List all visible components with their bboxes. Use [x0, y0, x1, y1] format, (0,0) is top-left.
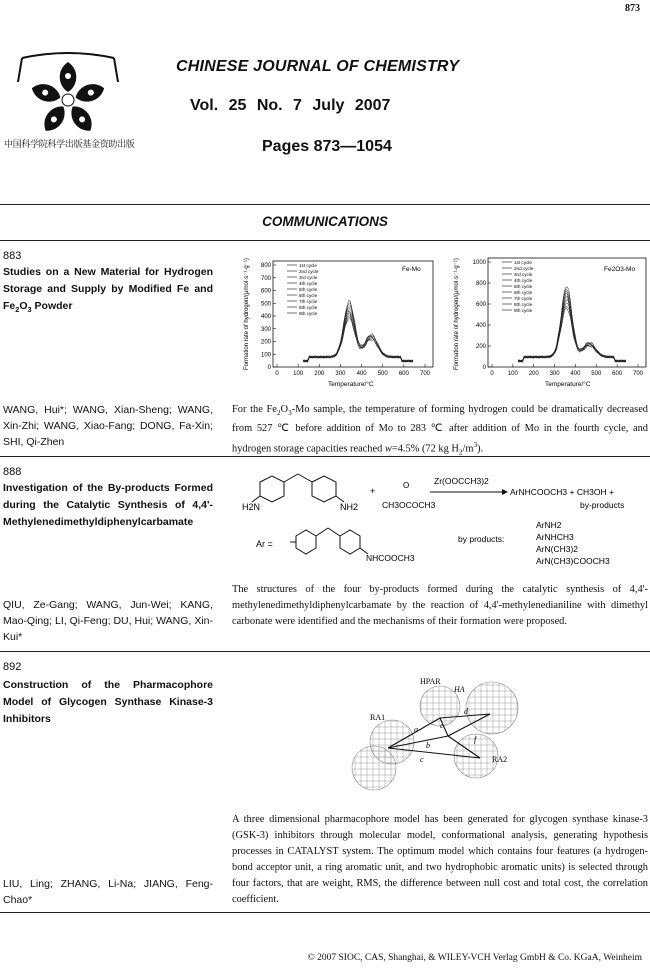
- y-tick-label: 200: [475, 344, 486, 350]
- y-tick-label: 400: [475, 323, 486, 329]
- page-number: 873: [625, 3, 640, 14]
- catalyst-label: Zr(OOCCH3)2: [434, 476, 489, 486]
- y-tick-label: 600: [475, 302, 486, 308]
- sphere-center: [352, 746, 396, 790]
- series-cycle-4: [303, 311, 413, 362]
- x-tick-label: 400: [356, 371, 367, 377]
- legend-entry: 2nd cycle: [514, 266, 534, 271]
- series-cycle-7: [303, 306, 413, 363]
- legend-entry: 7th cycle: [299, 299, 318, 304]
- series-cycle-5: [518, 296, 626, 362]
- legend-entry: 4th cycle: [514, 278, 533, 283]
- article-3-abstract: A three dimensional pharmacophore model has been generated for glycogen synthase kinase-3 (GSK-3) inhibitors through molecular model, conformational analysis, generating hypothesis processes in CATALYST system. The optimum model which contains four features (a hydrogen-bond acceptor unit, a ring aromatic unit, and two hydrophobic aromatic units) is selected through four factors, that are weight, RMS, the difference between null cost and total cost, the correlation coefficient.: [232, 814, 648, 905]
- copyright-line: © 2007 SIOC, CAS, Shanghai, & WILEY-VCH Verlag GmbH & Co. KGaA, Weinheim: [307, 953, 642, 963]
- figure-3-pharmacophore: [340, 670, 540, 800]
- legend-entry: 3rd cycle: [514, 272, 533, 277]
- x-tick-label: 0: [490, 371, 494, 377]
- x-tick-label: 100: [293, 371, 304, 377]
- figure-2-reaction-scheme: [240, 468, 650, 578]
- feature-spheres: [352, 682, 518, 790]
- amine-right-label: NH2: [340, 502, 359, 512]
- edge-label-b: b: [426, 741, 430, 750]
- legend-entry: 4th cycle: [299, 281, 318, 286]
- article-3-title[interactable]: Construction of the Pharmacophore Model of Glycogen Synthase Kinase-3 Inhibitors: [3, 679, 213, 725]
- plus-sign: +: [370, 486, 376, 496]
- article-1-abstract: For the $Fe_2O_3-Mo$ sample, the temperature of forming hydrogen could be dramatically decreased from 527 ℃ before addition of Mo to 283 ℃ after addition of Mo in the fourth cycle, and hydrogen storage capacities reached w=4.5% (72 kg $H_2/m^3$).: [232, 404, 648, 457]
- ar-definition-label: Ar =: [256, 539, 273, 549]
- x-tick-label: 300: [549, 371, 560, 377]
- legend-entry: 5th cycle: [514, 284, 533, 289]
- legend-entry: 1st cycle: [514, 260, 532, 265]
- legend-entry: 5th cycle: [299, 287, 318, 292]
- header-rule: [0, 204, 650, 205]
- issue-line: Vol. 25 No. 7 July 2007: [190, 97, 391, 114]
- legend-entry: 9th cycle: [299, 311, 318, 316]
- edge-label-c: c: [420, 755, 424, 764]
- pages-range: Pages 873—1054: [262, 138, 392, 155]
- byproduct-item: ArN(CH3)COOCH3: [536, 556, 610, 566]
- chart-right-xlabel: Temperature/°C: [545, 381, 591, 388]
- section-title: COMMUNICATIONS: [262, 214, 388, 229]
- y-tick-label: 800: [260, 263, 271, 269]
- series-cycle-9: [303, 300, 413, 362]
- feature-label-ra1: RA1: [370, 713, 386, 722]
- chart-left: [244, 258, 433, 388]
- article-3-authors: LIU, Ling; ZHANG, Li-Na; JIANG, Feng-Chao*: [3, 878, 213, 906]
- article-1-title[interactable]: Studies on a New Material for Hydrogen Storage and Supply by Modified Fe and $Fe_2O_3$ Powder: [3, 266, 213, 315]
- sponsor-logo: [8, 52, 128, 147]
- article-2-page: 888: [3, 466, 22, 478]
- y-tick-label: 100: [260, 352, 271, 359]
- article-1-authors: WANG, Hui*; WANG, Xian-Sheng; WANG, Xin-Zhi; WANG, Xiao-Fang; DONG, Fa-Xin; SHI, Qi-Zhen: [3, 404, 213, 448]
- x-tick-label: 700: [632, 371, 644, 377]
- series-cycle-8: [303, 303, 413, 363]
- legend-entry: 1st cycle: [299, 263, 317, 268]
- legend-entry: 2nd cycle: [299, 269, 319, 274]
- feature-label-hpar: HPAR: [420, 677, 441, 686]
- y-tick-label: 200: [260, 339, 271, 346]
- x-tick-label: 400: [570, 371, 581, 377]
- y-tick-label: 1000: [472, 260, 486, 266]
- x-tick-label: 200: [314, 371, 325, 377]
- x-tick-label: 500: [377, 371, 388, 377]
- series-cycle-4: [518, 299, 626, 362]
- edge-label-f: f: [474, 735, 477, 744]
- y-tick-label: 0: [482, 365, 486, 371]
- legend-entry: 8th cycle: [514, 302, 533, 307]
- y-tick-label: 300: [260, 326, 271, 333]
- journal-title: CHINESE JOURNAL OF CHEMISTRY: [176, 58, 460, 75]
- series-cycle-5: [303, 310, 413, 362]
- y-tick-label: 700: [260, 275, 271, 282]
- legend-entry: 3rd cycle: [299, 275, 318, 280]
- dmc-formula: CH3OCOCH3: [382, 500, 436, 510]
- y-tick-label: 800: [475, 281, 486, 287]
- x-tick-label: 200: [528, 371, 539, 377]
- figure-1-tpr-plots: [240, 255, 650, 390]
- series-cycle-6: [303, 309, 413, 363]
- y-tick-label: 400: [260, 314, 271, 320]
- article-2-rule: [0, 651, 650, 652]
- legend-entry: 6th cycle: [514, 290, 533, 295]
- legend-entry: 6th cycle: [299, 293, 318, 298]
- x-tick-label: 0: [275, 371, 279, 377]
- byproduct-item: ArNH2: [536, 520, 562, 530]
- byproducts-prefix: by products:: [458, 534, 505, 544]
- chart-left-xlabel: Temperature/°C: [328, 381, 374, 388]
- series-cycle-3: [518, 303, 626, 362]
- ar-substituent-label: NHCOOCH3: [366, 553, 415, 563]
- amine-left-label: H2N: [242, 502, 261, 512]
- edge-label-a: a: [414, 725, 418, 734]
- y-tick-label: 500: [260, 301, 271, 308]
- x-tick-label: 500: [591, 371, 602, 377]
- x-tick-label: 700: [419, 371, 431, 377]
- article-1-page: 883: [3, 250, 22, 262]
- chart-right-ylabel: Formation rate of hydrogen/(μmol·s⁻¹·g⁻¹): [454, 258, 460, 370]
- article-1-rule: [0, 456, 650, 457]
- byproducts-label: by-products: [580, 500, 625, 510]
- dmc-carbonyl-o: O: [403, 481, 410, 490]
- legend-entry: 7th cycle: [514, 296, 533, 301]
- x-tick-label: 600: [612, 371, 623, 377]
- x-tick-label: 600: [398, 371, 409, 377]
- chart-right-label: Fe2O3-Mo: [604, 266, 636, 273]
- y-tick-label: 600: [260, 288, 271, 295]
- sphere-ha: [466, 682, 518, 734]
- article-3-rule: [0, 912, 650, 913]
- chart-left-label: Fe-Mo: [402, 266, 421, 273]
- article-2-title[interactable]: Investigation of the By-products Formed during the Catalytic Synthesis of 4,4'-Methylenedimethyldiphenylcarbamate: [3, 482, 213, 528]
- logo-caption: 中国科学院科学出版基金资助出版: [4, 140, 135, 150]
- feature-label-ha: HA: [454, 685, 465, 694]
- edge-label-d: d: [464, 707, 468, 716]
- chart-right: [454, 258, 646, 388]
- ar-structure: [290, 528, 368, 554]
- legend-entry: 9th cycle: [514, 308, 533, 313]
- article-2-authors: QIU, Ze-Gang; WANG, Jun-Wei; KANG, Mao-Qing; LI, Qi-Feng; DU, Hui; WANG, Xin-Kui*: [3, 599, 213, 643]
- feature-label-ra2: RA2: [492, 755, 508, 764]
- article-2-abstract: The structures of the four by-products formed during the catalytic synthesis of 4,4'-methylenedimethyldiphenylcarbamate by the reaction of 4,4'-methylenedianiline with dimethyl carbonate were identified and the mechanisms of their formation were proposed.: [232, 584, 648, 627]
- mda-structure: [252, 474, 344, 502]
- byproduct-item: ArNHCH3: [536, 532, 574, 542]
- flower-emblem-icon: [8, 52, 128, 147]
- series-cycle-3: [303, 313, 413, 362]
- legend-entry: 8th cycle: [299, 305, 318, 310]
- edge-label-e: e: [440, 721, 444, 730]
- series-cycle-2: [303, 316, 413, 363]
- x-tick-label: 100: [507, 371, 518, 377]
- chart-left-ylabel: Formation rate of hydrogen/(μmol·s⁻¹·g⁻¹): [244, 258, 250, 370]
- byproduct-item: ArN(CH3)2: [536, 544, 579, 554]
- article-3-page: 892: [3, 661, 22, 673]
- x-tick-label: 300: [335, 371, 346, 377]
- section-rule: [0, 240, 650, 241]
- y-tick-label: 0: [267, 365, 271, 371]
- products-label: ArNHCOOCH3 + CH3OH +: [510, 487, 614, 497]
